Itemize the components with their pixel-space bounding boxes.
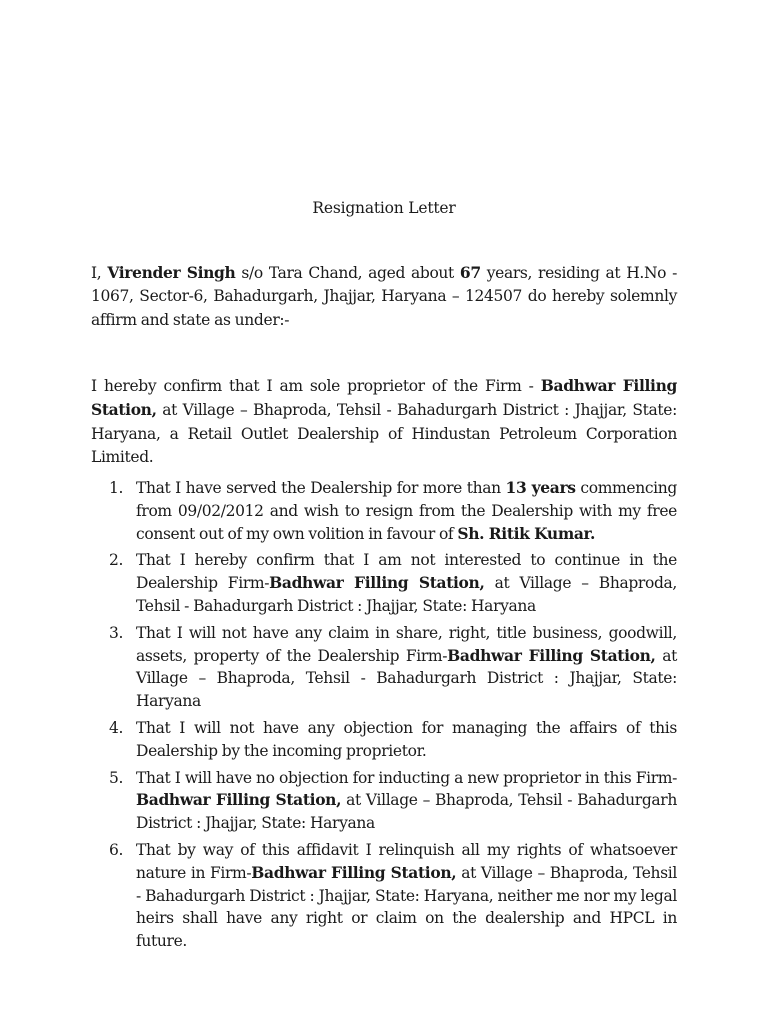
confirmation-paragraph [91,374,677,470]
item-text: at Village – Bhaproda, Tehsil - Bahadurgarh District : Jhajjar, State: Haryana [136,574,677,615]
item-text: at Village – Bhaproda, Tehsil - Bahadurgarh District : Jhajjar, State: Haryana [136,646,677,711]
declarant-name: Virender Singh [107,263,236,282]
confirm-text-a: I hereby confirm that I am sole proprietor of the Firm - [91,377,541,395]
item-bold: Badhwar Filling Station, [136,790,342,810]
declarant-age: 67 [459,263,481,282]
item-bold: Badhwar Filling Station, [447,645,656,665]
list-item [91,549,677,617]
item-number: 6. [109,840,124,859]
item-bold: 13 years [505,478,576,497]
intro-text-c: years, residing at H.No - 1067, Sector-6, Bahadurgarh, Jhajjar, Haryana – 124507 do hereby solemnly affirm and state as under:- [91,264,677,329]
document-title: Resignation Letter [312,199,456,217]
item-number: 1. [109,479,124,497]
item-text: That I will have no objection for inducting a new proprietor in this Firm- [136,768,677,787]
confirm-text-b: at Village – Bhaproda, Tehsil - Bahadurgarh District : Jhajjar, State: Haryana, a Retail Outlet Dealership of Hindustan Petroleum Corporation Limited. [91,401,677,467]
item-text: at Village – Bhaproda, Tehsil - Bahadurgarh District : Jhajjar, State: Haryana, neither me nor my legal heirs shall have any right or claim on the dealership and HPCL in future. [136,863,678,951]
item-number: 5. [109,768,124,787]
list-item [91,622,677,713]
item-text: That I hereby confirm that I am not interested to continue in the Dealership Firm- [136,551,677,593]
declarations-list [91,477,677,957]
item-bold: Badhwar Filling Station, [269,573,485,593]
intro-text-a: I, [91,264,108,282]
item-text: That by way of this affidavit I relinquish all my rights of whatsoever nature in Firm- [136,840,677,882]
item-text: That I will not have any claim in share, right, title business, goodwill, assets, property of the Dealership Firm- [136,623,677,665]
item-number: 4. [109,718,124,737]
item-text: That I have served the Dealership for more than [136,479,506,497]
list-item [91,839,677,953]
item-text: at Village – Bhaproda, Tehsil - Bahadurgarh District : Jhajjar, State: Haryana [136,791,677,833]
list-item [91,477,677,545]
item-number: 3. [109,623,124,642]
item-bold: Badhwar Filling Station, [251,862,457,882]
intro-text-b: s/o Tara Chand, aged about [235,264,460,282]
list-item [91,767,677,835]
item-number: 2. [109,551,124,570]
item-text: commencing from 09/02/2012 and wish to resign from the Dealership with my free consent out of my own volition in favour of [136,479,677,543]
item-text: That I will not have any objection for managing the affairs of this Dealership by the incoming proprietor. [136,718,677,760]
item-bold: Sh. Ritik Kumar. [457,523,595,543]
firm-name: Badhwar Filling Station, [91,376,677,420]
list-item [91,717,677,763]
intro-paragraph [91,261,677,332]
